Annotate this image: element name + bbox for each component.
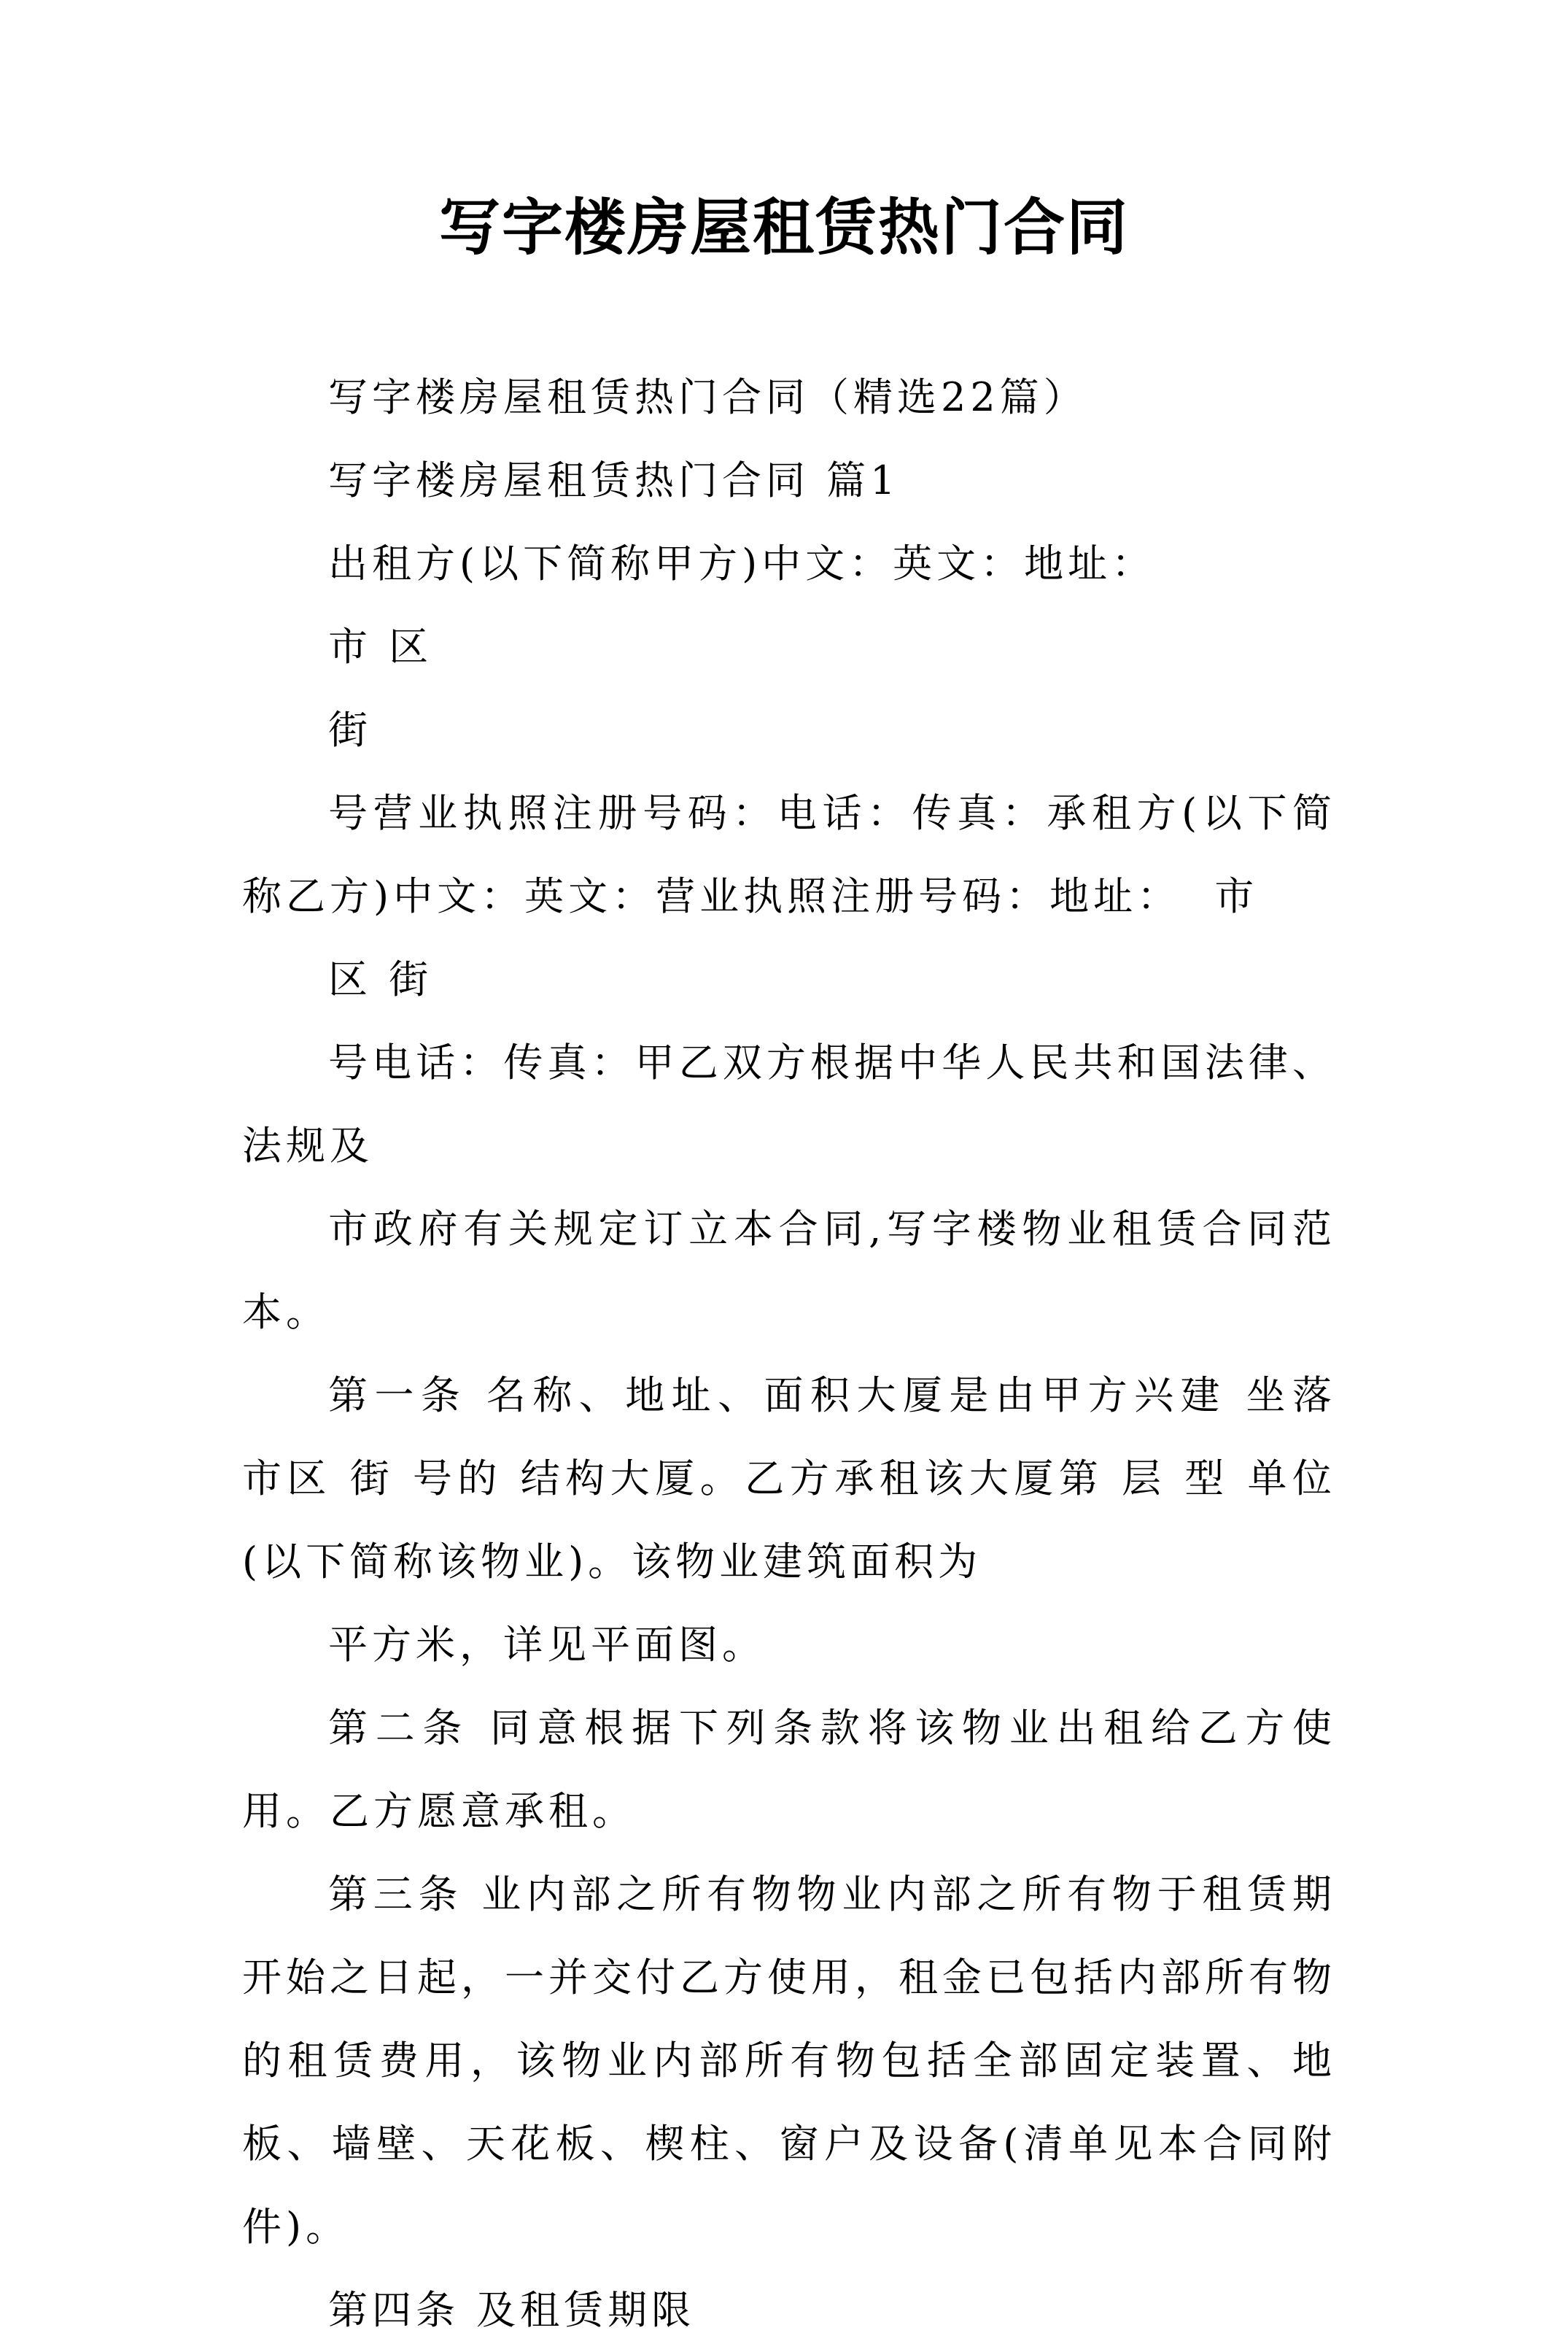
paragraph: 第四条 及租赁期限 xyxy=(328,2287,696,2333)
paragraph: 写字楼房屋租赁热门合同 篇1 xyxy=(328,457,900,503)
paragraph: 平方米，详见平面图。 xyxy=(328,1622,766,1668)
document-title: 写字楼房屋租赁热门合同 xyxy=(438,191,1129,263)
paragraph: 写字楼房屋租赁热门合同（精选22篇） xyxy=(328,374,1087,420)
paragraph: 第二条 同意根据下列条款将该物业出租给乙方使用。乙方愿意承租。 xyxy=(242,1705,1336,1834)
paragraph: 号电话：传真：甲乙双方根据中华人民共和国法律、法规及 xyxy=(242,1040,1336,1169)
paragraph: 出租方(以下简称甲方)中文：英文：地址： xyxy=(328,541,1156,587)
document-body xyxy=(242,356,1354,2352)
paragraph: 街 xyxy=(328,707,372,753)
paragraph: 号营业执照注册号码：电话：传真：承租方(以下简称乙方)中文：英文：营业执照注册号码：地址： 市 xyxy=(242,790,1336,919)
paragraph: 市政府有关规定订立本合同,写字楼物业租赁合同范本。 xyxy=(242,1206,1336,1335)
paragraph: 第三条 业内部之所有物物业内部之所有物于租赁期开始之日起，一并交付乙方使用，租金已包括内部所有物的租赁费用，该物业内部所有物包括全部固定装置、地板、墙壁、天花板、楔柱、窗户及设备(清单见本合同附件)。 xyxy=(242,1871,1336,2250)
paragraph: 第一条 名称、地址、面积大厦是由甲方兴建 坐落 市区 街 号的 结构大厦。乙方承租该大厦第 层 型 单位(以下简称该物业)。该物业建筑面积为 xyxy=(242,1372,1354,1585)
paragraph: 区 街 xyxy=(328,956,433,1002)
paragraph: 市 区 xyxy=(328,624,433,670)
